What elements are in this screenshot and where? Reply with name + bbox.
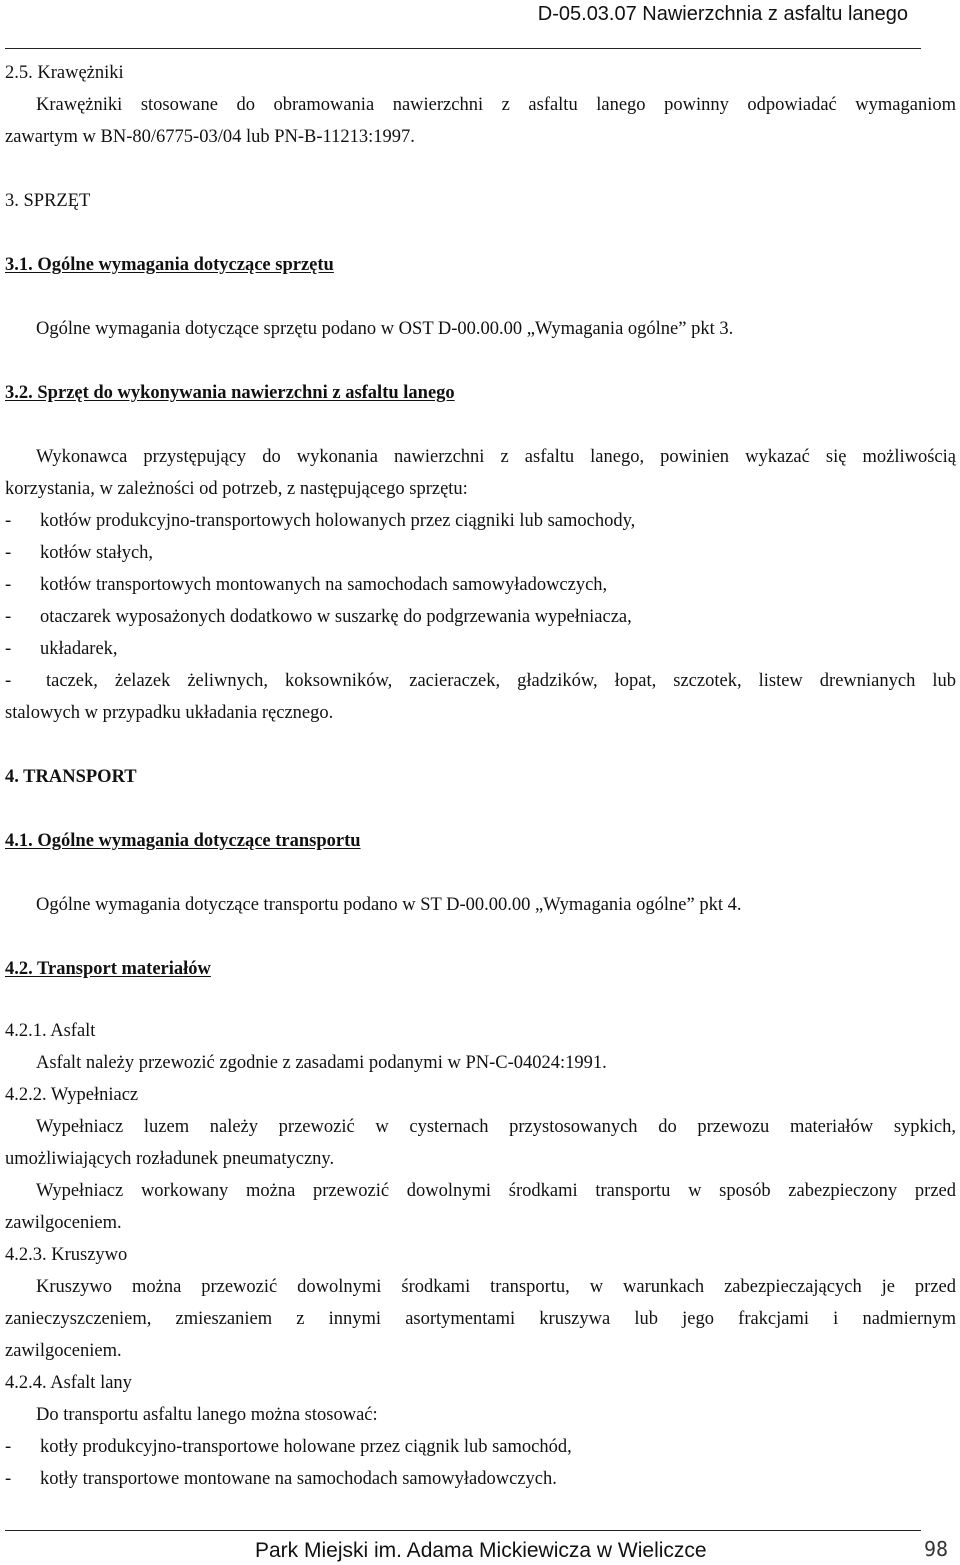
subsection-heading-4-2-2: 4.2.2. Wypełniacz	[5, 1085, 139, 1105]
section-heading-2-5: 2.5. Krawężniki	[5, 63, 124, 83]
paragraph-line: zawilgoceniem.	[5, 1341, 122, 1361]
list-dash: -	[5, 607, 12, 627]
section-heading-4: 4. TRANSPORT	[5, 767, 137, 787]
paragraph-line: zanieczyszczeniem, zmieszaniem z innymi asortymentami kruszywa lub jego frakcjami i nadmiernym	[5, 1309, 956, 1329]
subsection-heading-3-2: 3.2. Sprzęt do wykonywania nawierzchni z asfaltu lanego	[5, 383, 455, 403]
page-number: 98	[924, 1537, 949, 1561]
list-item: kotłów stałych,	[40, 543, 154, 563]
subsection-heading-4-1: 4.1. Ogólne wymagania dotyczące transportu	[5, 831, 361, 851]
subsection-heading-4-2-4: 4.2.4. Asfalt lany	[5, 1373, 132, 1393]
list-dash: -	[5, 671, 12, 691]
paragraph-line: Ogólne wymagania dotyczące sprzętu podano w OST D-00.00.00 „Wymagania ogólne” pkt 3.	[36, 319, 734, 339]
list-dash: -	[5, 511, 12, 531]
paragraph-line: Kruszywo można przewozić dowolnymi środkami transportu, w warunkach zabezpieczających je przed	[36, 1277, 956, 1297]
list-dash: -	[5, 1469, 12, 1489]
paragraph-line: Asfalt należy przewozić zgodnie z zasadami podanymi w PN-C-04024:1991.	[36, 1053, 607, 1073]
paragraph-line: zawartym w BN-80/6775-03/04 lub PN-B-11213:1997.	[5, 127, 415, 147]
paragraph-line: Do transportu asfaltu lanego można stosować:	[36, 1405, 378, 1425]
section-heading-3: 3. SPRZĘT	[5, 191, 91, 211]
paragraph-line: Krawężniki stosowane do obramowania nawierzchni z asfaltu lanego powinny odpowiadać wymaganiom	[36, 95, 956, 115]
list-item: kotłów transportowych montowanych na samochodach samowyładowczych,	[40, 575, 608, 595]
list-item: kotły transportowe montowane na samochodach samowyładowczych.	[40, 1469, 557, 1489]
list-item-continuation: stalowych w przypadku układania ręcznego.	[5, 703, 334, 723]
list-dash: -	[5, 639, 12, 659]
list-item: kotły produkcyjno-transportowe holowane przez ciągnik lub samochód,	[40, 1437, 572, 1457]
running-footer: Park Miejski im. Adama Mickiewicza w Wieliczce	[255, 1539, 707, 1562]
paragraph-line: korzystania, w zależności od potrzeb, z następującego sprzętu:	[5, 479, 468, 499]
running-header: D-05.03.07 Nawierzchnia z asfaltu lanego	[537, 3, 908, 25]
paragraph-line: Wykonawca przystępujący do wykonania nawierzchni z asfaltu lanego, powinien wykazać się możliwością	[36, 447, 956, 467]
list-item: kotłów produkcyjno-transportowych holowanych przez ciągniki lub samochody,	[40, 511, 636, 531]
paragraph-line: Wypełniacz luzem należy przewozić w cysternach przystosowanych do przewozu materiałów sypkich,	[36, 1117, 956, 1137]
paragraph-line: zawilgoceniem.	[5, 1213, 122, 1233]
paragraph-line: umożliwiających rozładunek pneumatyczny.	[5, 1149, 335, 1169]
paragraph-line: Ogólne wymagania dotyczące transportu podano w ST D-00.00.00 „Wymagania ogólne” pkt 4.	[36, 895, 742, 915]
list-item: taczek, żelazek żeliwnych, koksowników, zacieraczek, gładzików, łopat, szczotek, listew drewnianych lub	[46, 671, 956, 691]
footer-rule	[5, 1530, 921, 1531]
subsection-heading-4-2: 4.2. Transport materiałów	[5, 959, 211, 979]
subsection-heading-3-1: 3.1. Ogólne wymagania dotyczące sprzętu	[5, 255, 334, 275]
list-dash: -	[5, 575, 12, 595]
paragraph-line: Wypełniacz workowany można przewozić dowolnymi środkami transportu w sposób zabezpieczony przed	[36, 1181, 956, 1201]
header-rule	[5, 48, 921, 49]
list-dash: -	[5, 543, 12, 563]
list-item: otaczarek wyposażonych dodatkowo w suszarkę do podgrzewania wypełniacza,	[40, 607, 632, 627]
list-dash: -	[5, 1437, 12, 1457]
list-item: układarek,	[40, 639, 118, 659]
subsection-heading-4-2-3: 4.2.3. Kruszywo	[5, 1245, 128, 1265]
subsection-heading-4-2-1: 4.2.1. Asfalt	[5, 1021, 96, 1041]
